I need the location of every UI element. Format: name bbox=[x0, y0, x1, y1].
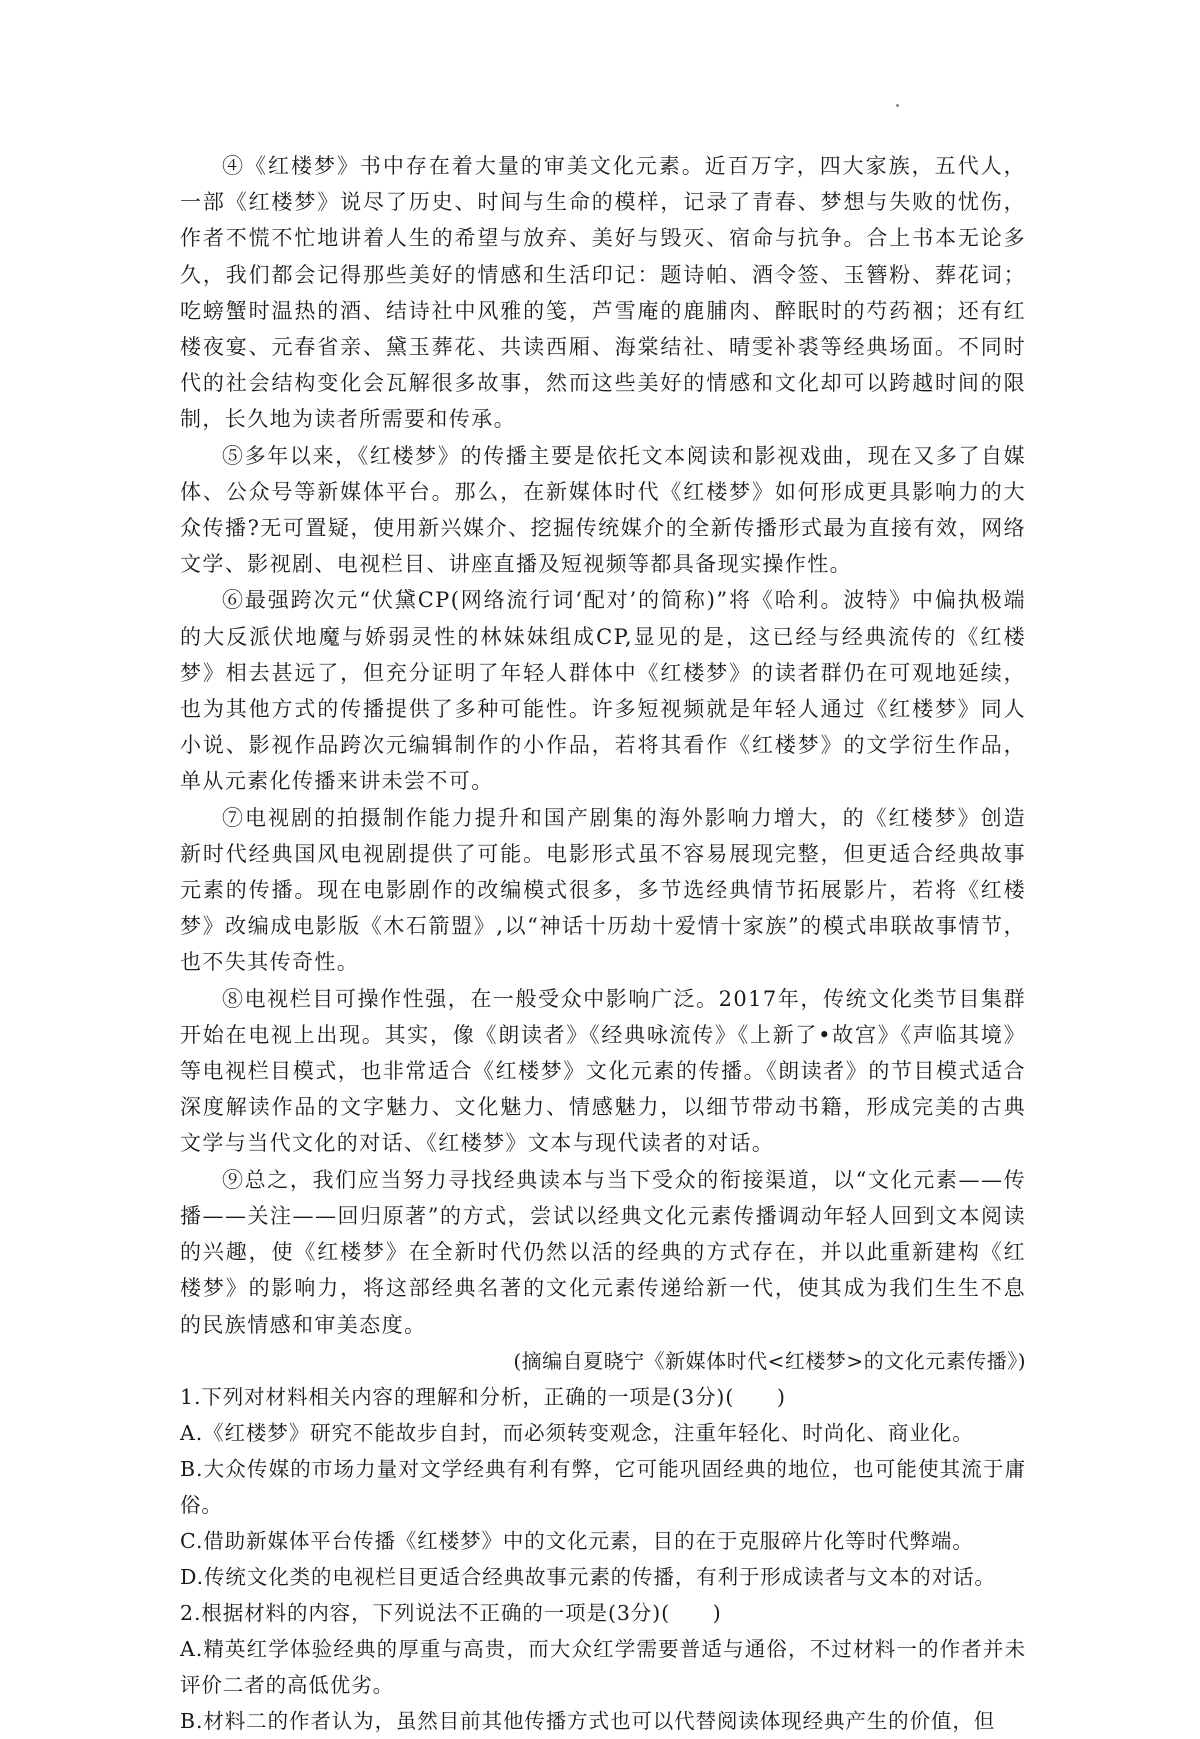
paragraph-5: ⑤多年以来，《红楼梦》的传播主要是依托文本阅读和影视戏曲，现在又多了自媒体、公众号等新媒体平台。那么，在新媒体时代《红楼梦》如何形成更具影响力的大众传播?无可置疑，使用新兴媒介、挖掘传统媒介的全新传播形式最为直接有效，网络文学、影视剧、电视栏目、讲座直播及短视频等都具备现实操作性。 bbox=[180, 443, 1026, 577]
option-b: B.材料二的作者认为，虽然目前其他传播方式也可以代替阅读体现经典产生的价值，但 bbox=[180, 1708, 996, 1733]
paragraph-4: ④《红楼梦》书中存在着大量的审美文化元素。近百万字，四大家族，五代人，一部《红楼梦》说尽了历史、时间与生命的模样，记录了青春、梦想与失败的忧伤，作者不慌不忙地讲着人生的希望与放弃、美好与毁灭、宿命与抗争。合上书本无论多久，我们都会记得那些美好的情感和生活印记：题诗帕、酒令签、玉簪粉、葬花词；吃螃蟹时温热的酒、结诗社中风雅的笺，芦雪庵的鹿脯肉、醉眠时的芍药裀；还有红楼夜宴、元春省亲、黛玉葬花、共读西厢、海棠结社、晴雯补裘等经典场面。不同时代的社会结构变化会瓦解很多故事，然而这些美好的情感和文化却可以跨越时间的限制，长久地为读者所需要和传承。 bbox=[180, 154, 1026, 432]
option-c: C.借助新媒体平台传播《红楼梦》中的文化元素，目的在于克服碎片化等时代弊端。 bbox=[180, 1528, 974, 1553]
option-a: A.精英红学体验经典的厚重与高贵，而大众红学需要普适与通俗，不过材料一的作者并未评价二者的高低优劣。 bbox=[180, 1636, 1026, 1697]
option-a: A.《红楼梦》研究不能故步自封，而必须转变观念，注重年轻化、时尚化、商业化。 bbox=[180, 1420, 974, 1445]
question-2 bbox=[180, 1595, 1026, 1739]
document-page bbox=[180, 148, 1026, 1739]
paragraph-7: ⑦电视剧的拍摄制作能力提升和国产剧集的海外影响力增大，的《红楼梦》创造新时代经典国风电视剧提供了可能。电影形式虽不容易展现完整，但更适合经典故事元素的传播。现在电影剧作的改编模式很多，多节选经典情节拓展影片，若将《红楼梦》改编成电影版《木石箭盟》,以“神话十历劫十爱情十家族”的模式串联故事情节，也不失其传奇性。 bbox=[180, 805, 1026, 975]
paragraph-8: ⑧电视栏目可操作性强，在一般受众中影响广泛。2017年，传统文化类节目集群开始在电视上出现。其实，像《朗读者》《经典咏流传》《上新了•故宫》《声临其境》等电视栏目模式，也非常适合《红楼梦》文化元素的传播。《朗读者》的节目模式适合深度解读作品的文字魅力、文化魅力、情感魅力，以细节带动书籍，形成完美的古典文学与当代文化的对话、《红楼梦》文本与现代读者的对话。 bbox=[180, 986, 1026, 1156]
option-d: D.传统文化类的电视栏目更适合经典故事元素的传播，有利于形成读者与文本的对话。 bbox=[180, 1564, 996, 1589]
source-citation: (摘编自夏晓宁《新媒体时代<红楼梦>的文化元素传播》) bbox=[513, 1348, 1026, 1373]
paragraph-6: ⑥最强跨次元“伏黛CP(网络流行词‘配对’的简称)”将《哈利。波特》中偏执极端的大反派伏地魔与娇弱灵性的林妹妹组成CP,显见的是，这已经与经典流传的《红楼梦》相去甚远了，但充分证明了年轻人群体中《红楼梦》的读者群仍在可观地延续，也为其他方式的传播提供了多种可能性。许多短视频就是年轻人通过《红楼梦》同人小说、影视作品跨次元编辑制作的小作品，若将其看作《红楼梦》的文学衍生作品，单从元素化传播来讲未尝不可。 bbox=[180, 588, 1026, 794]
question-stem: 2.根据材料的内容，下列说法不正确的一项是(3分)( ) bbox=[180, 1600, 722, 1625]
scan-speck-top bbox=[896, 104, 899, 107]
option-b: B.大众传媒的市场力量对文学经典有利有弊，它可能巩固经典的地位，也可能使其流于庸俗。 bbox=[180, 1456, 1026, 1517]
paragraph-9: ⑨总之，我们应当努力寻找经典读本与当下受众的衔接渠道，以“文化元素——传播——关注——回归原著”的方式，尝试以经典文化元素传播调动年轻人回到文本阅读的兴趣，使《红楼梦》在全新时代仍然以活的经典的方式存在，并以此重新建构《红楼梦》的影响力，将这部经典名著的文化元素传递给新一代，使其成为我们生生不息的民族情感和审美态度。 bbox=[180, 1167, 1026, 1337]
question-1 bbox=[180, 1379, 1026, 1595]
question-stem: 1.下列对材料相关内容的理解和分析，正确的一项是(3分)( ) bbox=[180, 1384, 786, 1409]
